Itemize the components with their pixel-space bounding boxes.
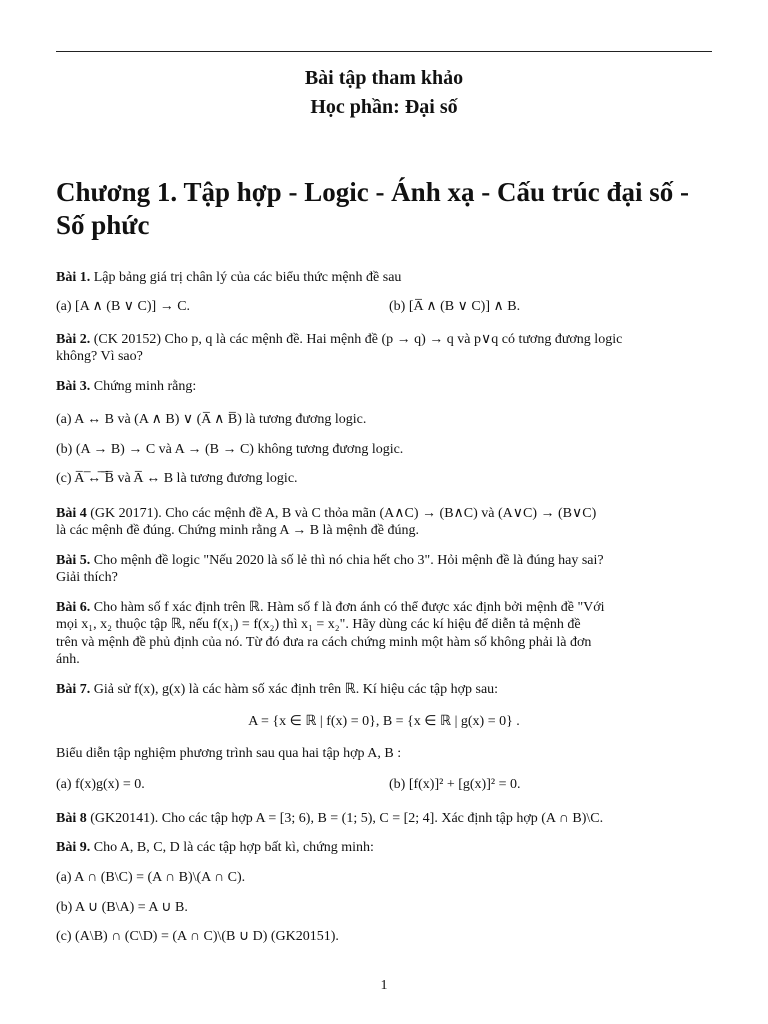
problem-6-line3: trên và mệnh đề phủ định của nó. Từ đó đưa ra cách chứng minh một hàm số không phải là đơn	[56, 635, 592, 650]
problem-9-b: (b) A ∪ (B\A) = A ∪ B.	[56, 900, 188, 915]
problem-text: (GK20141). Cho các tập hợp A = [3; 6), B = (1; 5), C = [2; 4]. Xác định tập hợp (A ∩ B)\C.	[86, 811, 604, 826]
problem-text: Cho hàm số f xác định trên ℝ. Hàm số f là đơn ánh có thể được xác định bởi mệnh đề "Với	[90, 600, 605, 615]
problem-label: Bài 5.	[56, 553, 91, 568]
top-rule	[56, 51, 712, 52]
problem-4-cont: là các mệnh đề đúng. Chứng minh rằng A → B là mệnh đề đúng.	[56, 523, 419, 538]
problem-5-cont: Giải thích?	[56, 570, 118, 585]
page-number: 1	[380, 978, 388, 993]
problem-9-c: (c) (A\B) ∩ (C\D) = (A ∩ C)\(B ∪ D) (GK20151).	[56, 929, 339, 944]
problem-text: (CK 20152) Cho p, q là các mệnh đề. Hai mệnh đề (p → q) → q và p∨q có tương đương logic	[90, 332, 623, 347]
problem-1	[56, 269, 712, 286]
problem-3-b: (b) (A → B) → C và A → (B → C) không tương đương logic.	[56, 442, 404, 457]
problem-text: Lập bảng giá trị chân lý của các biểu thức mệnh đề sau	[90, 270, 402, 285]
problem-1-a: (a) [A ∧ (B ∨ C)] → C.	[56, 299, 191, 314]
problem-2	[56, 331, 712, 348]
problem-6-line2: mọi x₁, x₂ thuộc tập ℝ, nếu f(x₁) = f(x₂) thì x₁ = x₂". Hãy dùng các kí hiệu để diễn tả mệnh đề	[56, 617, 581, 632]
problem-label: Bài 2.	[56, 332, 91, 347]
problem-text: Giả sử f(x), g(x) là các hàm số xác định trên ℝ. Kí hiệu các tập hợp sau:	[90, 682, 499, 697]
problem-5	[56, 552, 712, 569]
problem-1-b: (b) [A̅ ∧ (B ∨ C)] ∧ B.	[389, 299, 521, 314]
problem-7-a: (a) f(x)g(x) = 0.	[56, 777, 145, 792]
problem-7-formula: A = {x ∈ ℝ | f(x) = 0}, B = {x ∈ ℝ | g(x) = 0} .	[248, 714, 520, 729]
problem-4	[56, 505, 712, 522]
problem-label: Bài 6.	[56, 600, 91, 615]
doc-title: Bài tập tham khảo	[304, 67, 464, 89]
problem-label: Bài 4	[56, 506, 87, 521]
problem-8	[56, 810, 712, 827]
problem-label: Bài 3.	[56, 379, 91, 394]
problem-3	[56, 378, 712, 395]
problem-2-cont: không? Vì sao?	[56, 349, 143, 364]
problem-9	[56, 839, 712, 856]
problem-text: Chứng minh rằng:	[90, 379, 197, 394]
problem-9-a: (a) A ∩ (B\C) = (A ∩ B)\(A ∩ C).	[56, 870, 246, 885]
problem-text: Cho mệnh đề logic "Nếu 2020 là số lẻ thì nó chia hết cho 3". Hỏi mệnh đề là đúng hay sai?	[90, 553, 604, 568]
problem-6-line4: ánh.	[56, 652, 80, 667]
problem-7-b: (b) [f(x)]² + [g(x)]² = 0.	[389, 777, 521, 792]
doc-subtitle: Học phần: Đại số	[310, 96, 458, 118]
problem-label: Bài 8	[56, 811, 87, 826]
problem-label: Bài 1.	[56, 270, 91, 285]
problem-7-text2: Biểu diễn tập nghiệm phương trình sau qua hai tập hợp A, B :	[56, 746, 402, 761]
problem-3-c: (c) A̅ ̅↔̅ ̅B̅ và A̅ ↔ B là tương đương logic.	[56, 471, 298, 486]
problem-3-a: (a) A ↔ B và (A ∧ B) ∨ (A̅ ∧ B̅) là tương đương logic.	[56, 412, 367, 427]
problem-6	[56, 599, 712, 616]
problem-label: Bài 9.	[56, 840, 91, 855]
chapter-heading: Chương 1. Tập hợp - Logic - Ánh xạ - Cấu trúc đại số - Số phức	[56, 177, 689, 240]
problem-7	[56, 681, 712, 698]
problem-text: (GK 20171). Cho các mệnh đề A, B và C thỏa mãn (A∧C) → (B∧C) và (A∨C) → (B∨C)	[86, 506, 597, 521]
problem-text: Cho A, B, C, D là các tập hợp bất kì, chứng minh:	[90, 840, 374, 855]
problem-label: Bài 7.	[56, 682, 91, 697]
